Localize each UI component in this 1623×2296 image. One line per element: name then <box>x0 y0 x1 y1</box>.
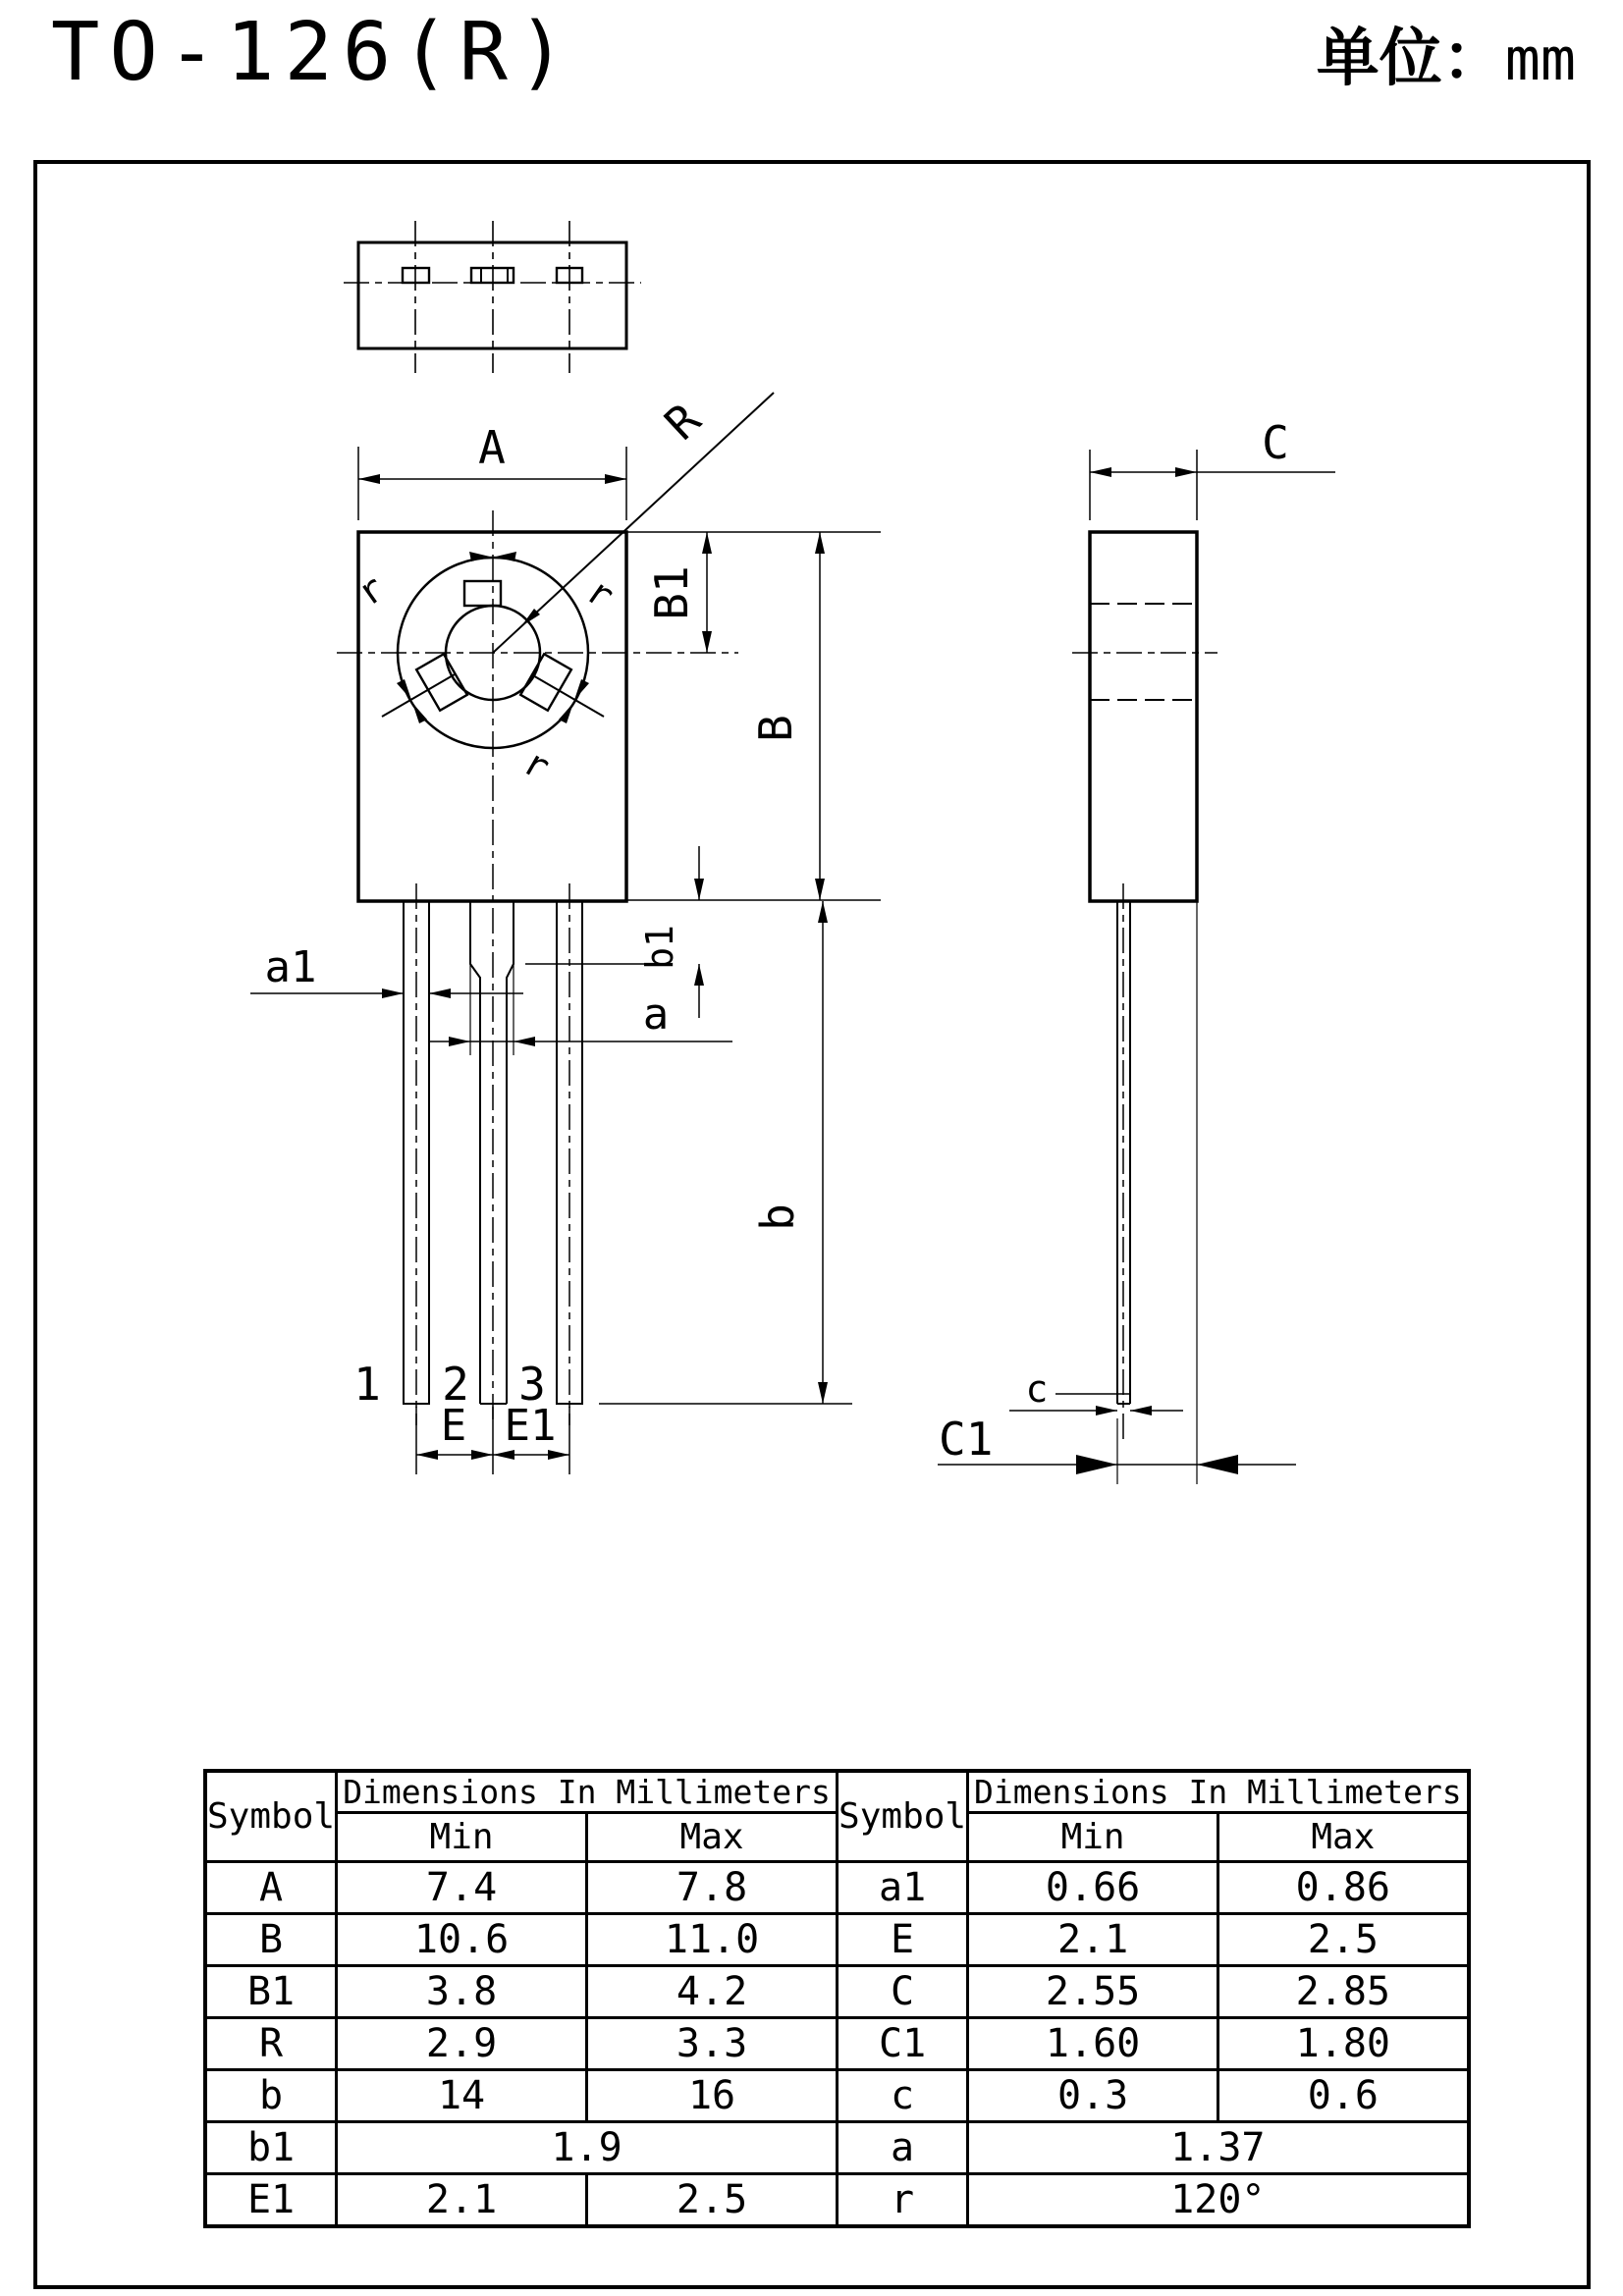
dim-b <box>599 901 852 1404</box>
max-header-left: Max <box>587 1813 838 1862</box>
row-min: 2.1 <box>968 1914 1218 1966</box>
row-max: 2.5 <box>587 2174 838 2227</box>
row-min: 2.1 <box>337 2174 587 2227</box>
table-row <box>205 2122 1469 2174</box>
angle-label-r-right: r <box>578 568 622 617</box>
row-max: 7.8 <box>587 1862 838 1914</box>
row-symbol: a <box>838 2122 968 2174</box>
dim-label-A: A <box>478 421 506 474</box>
row-symbol: c <box>838 2070 968 2122</box>
row-min: 1.60 <box>968 2018 1218 2070</box>
dim-a <box>429 1037 732 1046</box>
row-min: 14 <box>337 2070 587 2122</box>
dimensions-header-right: Dimensions In Millimeters <box>968 1771 1469 1813</box>
row-symbol: a1 <box>838 1862 968 1914</box>
dim-label-B: B <box>749 715 802 742</box>
row-symbol: C <box>838 1966 968 2018</box>
row-merged-value: 1.37 <box>968 2122 1469 2174</box>
side-view <box>938 450 1335 1484</box>
row-merged-value: 120° <box>968 2174 1469 2227</box>
min-header-right: Min <box>968 1813 1218 1862</box>
notch-top <box>464 581 501 606</box>
row-max: 2.5 <box>1218 1914 1469 1966</box>
table-header-row-1 <box>205 1771 1469 1813</box>
top-view <box>344 221 641 373</box>
dim-label-E1: E1 <box>504 1401 557 1451</box>
min-header-left: Min <box>337 1813 587 1862</box>
row-symbol: A <box>205 1862 337 1914</box>
dim-label-b: b <box>751 1203 804 1231</box>
dim-label-c: c <box>1025 1367 1049 1411</box>
dim-label-B1: B1 <box>645 565 698 620</box>
angle-label-r-bottom: r <box>515 739 558 789</box>
row-max: 1.80 <box>1218 2018 1469 2070</box>
row-symbol: b1 <box>205 2122 337 2174</box>
dimensions-table <box>203 1769 1471 2228</box>
page-title: TO-126(R) <box>51 6 576 99</box>
row-symbol: b <box>205 2070 337 2122</box>
front-view <box>250 393 881 1474</box>
row-max: 0.6 <box>1218 2070 1469 2122</box>
table-row <box>205 1862 1469 1914</box>
dim-label-E: E <box>440 1401 467 1451</box>
row-max: 0.86 <box>1218 1862 1469 1914</box>
symbol-header-left: Symbol <box>205 1771 337 1862</box>
row-symbol: C1 <box>838 2018 968 2070</box>
row-min: 3.8 <box>337 1966 587 2018</box>
dim-label-C: C <box>1262 416 1289 469</box>
dim-C <box>1090 450 1335 520</box>
row-min: 7.4 <box>337 1862 587 1914</box>
row-min: 0.66 <box>968 1862 1218 1914</box>
row-max: 2.85 <box>1218 1966 1469 2018</box>
unit-prefix: 单位： <box>1316 22 1505 95</box>
row-symbol: B1 <box>205 1966 337 2018</box>
row-merged-value: 1.9 <box>337 2122 838 2174</box>
row-min: 10.6 <box>337 1914 587 1966</box>
row-max: 3.3 <box>587 2018 838 2070</box>
row-symbol: E <box>838 1914 968 1966</box>
pin-1-label: 1 <box>353 1358 381 1411</box>
row-max: 4.2 <box>587 1966 838 2018</box>
row-symbol: R <box>205 2018 337 2070</box>
row-symbol: B <box>205 1914 337 1966</box>
row-symbol: E1 <box>205 2174 337 2227</box>
row-min: 2.55 <box>968 1966 1218 2018</box>
table-header-row-2 <box>205 1813 1469 1862</box>
row-symbol: r <box>838 2174 968 2227</box>
dim-label-C1: C1 <box>939 1413 994 1466</box>
pin-3-label: 3 <box>518 1358 546 1411</box>
row-max: 16 <box>587 2070 838 2122</box>
dim-label-a1: a1 <box>264 942 317 992</box>
dim-label-R: R <box>654 393 711 451</box>
symbol-header-right: Symbol <box>838 1771 968 1862</box>
angle-label-r-left: r <box>349 565 393 614</box>
row-min: 2.9 <box>337 2018 587 2070</box>
row-min: 0.3 <box>968 2070 1218 2122</box>
dimensions-header-left: Dimensions In Millimeters <box>337 1771 838 1813</box>
table-row <box>205 2018 1469 2070</box>
dim-label-b1: b1 <box>638 925 681 970</box>
dim-label-a: a <box>642 989 670 1040</box>
package-body-side <box>1090 532 1197 901</box>
table-row <box>205 2070 1469 2122</box>
table-row <box>205 2174 1469 2227</box>
table-row <box>205 1914 1469 1966</box>
row-max: 11.0 <box>587 1914 838 1966</box>
unit-value: mm <box>1504 26 1576 94</box>
pin-2-label: 2 <box>442 1358 469 1411</box>
table-row <box>205 1966 1469 2018</box>
max-header-right: Max <box>1218 1813 1469 1862</box>
